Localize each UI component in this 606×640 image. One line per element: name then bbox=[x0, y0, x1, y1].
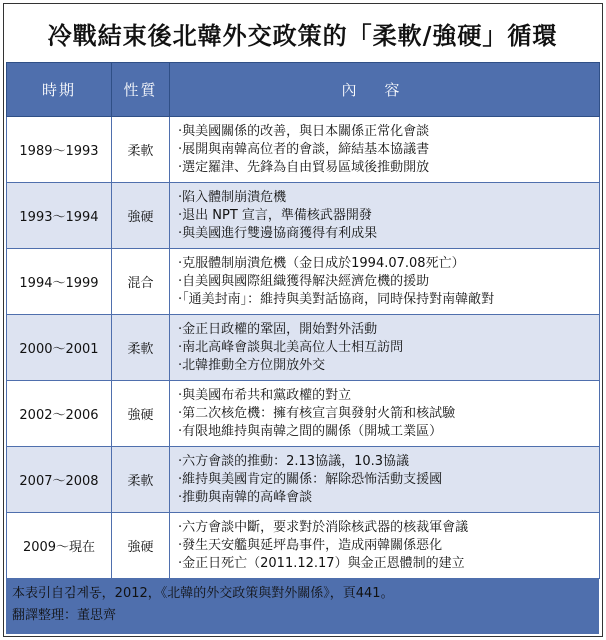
content-item: ‧自美國與國際組織獲得解決經濟危機的援助 bbox=[178, 273, 430, 289]
content-item: ‧第二次核危機：擁有核宣言與發射火箭和核試驗 bbox=[178, 405, 456, 421]
content-item: ‧與美國布希共和黨政權的對立 bbox=[178, 387, 352, 403]
content-item: ‧北韓推動全方位開放外交 bbox=[178, 357, 326, 373]
content-item: ‧與美國進行雙邊協商獲得有利成果 bbox=[178, 225, 378, 241]
period-cell: 2007～2008 bbox=[7, 447, 112, 513]
content-item: ‧選定羅津、先鋒為自由貿易區域後推動開放 bbox=[178, 159, 430, 175]
content-item: ‧陷入體制崩潰危機 bbox=[178, 189, 287, 205]
source-footer bbox=[6, 578, 599, 634]
table-row bbox=[7, 315, 600, 381]
content-item: ‧南北高峰會談與北美高位人士相互訪問 bbox=[178, 339, 404, 355]
table-row bbox=[7, 513, 600, 579]
column-header-nature: 性質 bbox=[112, 63, 170, 117]
nature-cell: 強硬 bbox=[112, 513, 170, 579]
nature-cell: 柔軟 bbox=[112, 315, 170, 381]
table-header-row bbox=[7, 63, 600, 117]
column-header-period: 時期 bbox=[7, 63, 112, 117]
content-cell bbox=[170, 183, 600, 249]
translator-credit: 翻譯整理：董思齊 bbox=[12, 608, 117, 623]
content-cell bbox=[170, 381, 600, 447]
period-cell: 2000～2001 bbox=[7, 315, 112, 381]
content-cell bbox=[170, 249, 600, 315]
nature-cell: 混合 bbox=[112, 249, 170, 315]
table-row bbox=[7, 447, 600, 513]
content-item: ‧展開與南韓高位者的會談，締結基本協議書 bbox=[178, 141, 430, 157]
nature-cell: 強硬 bbox=[112, 381, 170, 447]
content-item: ‧金正日政權的鞏固，開始對外活動 bbox=[178, 321, 378, 337]
period-cell: 2009～現在 bbox=[7, 513, 112, 579]
table-row bbox=[7, 381, 600, 447]
table-row bbox=[7, 249, 600, 315]
nature-cell: 強硬 bbox=[112, 183, 170, 249]
content-item: ‧六方會談中斷，要求對於消除核武器的核裁軍會議 bbox=[178, 519, 469, 535]
content-item: ‧有限地維持與南韓之間的關係（開城工業區） bbox=[178, 423, 443, 439]
source-citation: 本表引自김계동，2012，《北韓的外交政策與對外關係》，頁441。 bbox=[12, 586, 394, 601]
content-item: ‧發生天安艦與延坪島事件，造成兩韓關係惡化 bbox=[178, 537, 443, 553]
policy-table bbox=[6, 62, 600, 579]
content-item: ‧六方會談的推動：2.13協議，10.3協議 bbox=[178, 453, 410, 469]
column-header-content: 內容 bbox=[170, 63, 600, 117]
content-item: ‧金正日死亡（2011.12.17）與金正恩體制的建立 bbox=[178, 555, 465, 571]
content-item: ‧推動與南韓的高峰會談 bbox=[178, 489, 313, 505]
content-item: ‧「通美封南」：維持與美對話協商，同時保持對南韓敵對 bbox=[178, 291, 495, 307]
table-body bbox=[7, 117, 600, 579]
period-cell: 1994～1999 bbox=[7, 249, 112, 315]
period-cell: 1989～1993 bbox=[7, 117, 112, 183]
content-item: ‧與美國關係的改善，與日本關係正常化會談 bbox=[178, 123, 430, 139]
nature-cell: 柔軟 bbox=[112, 447, 170, 513]
period-cell: 1993～1994 bbox=[7, 183, 112, 249]
content-cell bbox=[170, 447, 600, 513]
document-title: 冷戰結束後北韓外交政策的「柔軟/強硬」循環 bbox=[4, 4, 601, 62]
content-cell bbox=[170, 117, 600, 183]
content-item: ‧維持與美國肯定的關係：解除恐怖活動支援國 bbox=[178, 471, 443, 487]
content-item: ‧退出 NPT 宣言，準備核武器開發 bbox=[178, 207, 372, 223]
table-row bbox=[7, 183, 600, 249]
content-item: ‧克服體制崩潰危機（金日成於1994.07.08死亡） bbox=[178, 255, 465, 271]
content-cell bbox=[170, 513, 600, 579]
content-cell bbox=[170, 315, 600, 381]
period-cell: 2002～2006 bbox=[7, 381, 112, 447]
nature-cell: 柔軟 bbox=[112, 117, 170, 183]
document-frame bbox=[3, 3, 603, 637]
table-row bbox=[7, 117, 600, 183]
